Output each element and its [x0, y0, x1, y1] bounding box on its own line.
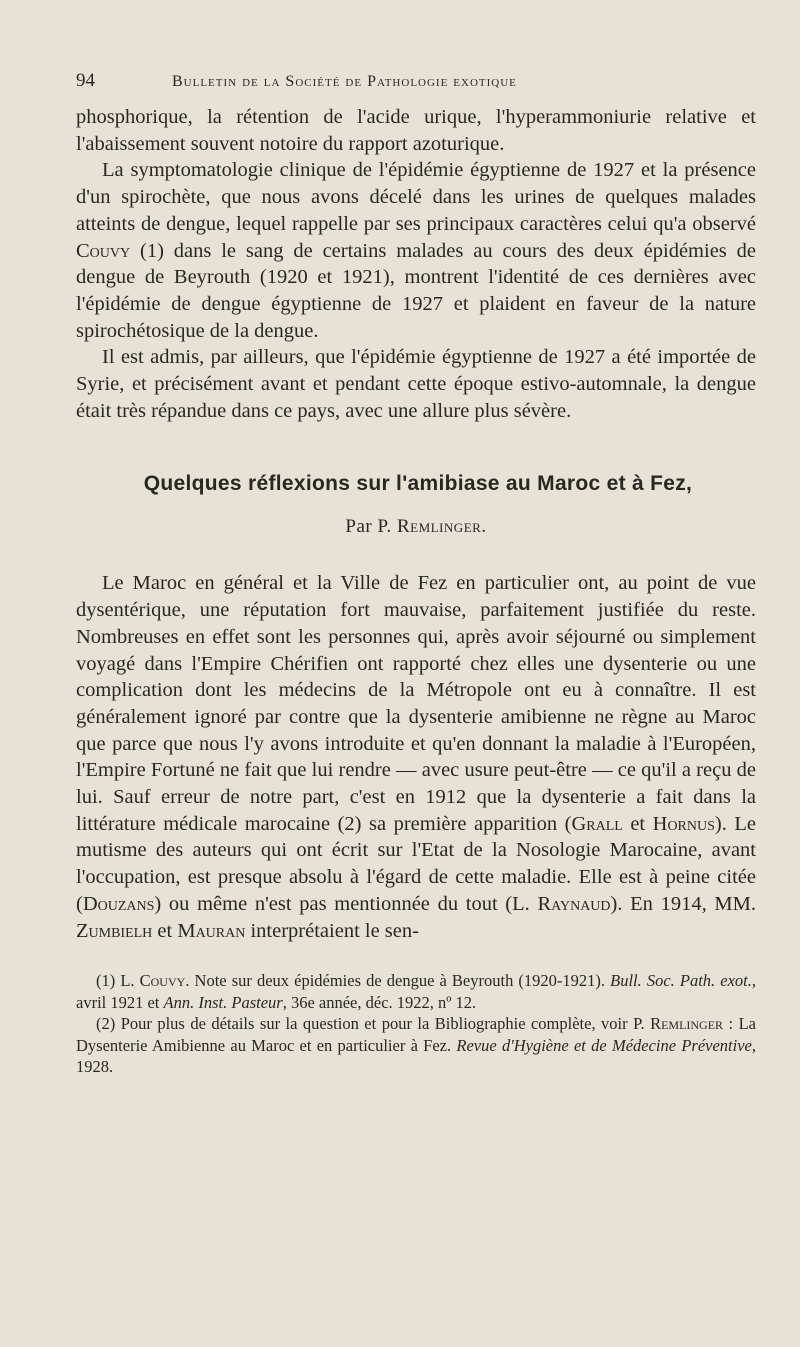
paragraph-maroc: Le Maroc en général et la Ville de Fez en particulier ont, au point de vue dysentérique, une réputation fort mauvaise, parfaitement justifiée du reste. Nombreuses en effet sont les personnes qui, après avoir séjourné ou simplement voyagé dans l'Empire Chérifien ont rapporté chez elles une dysenterie ou une complication dont les médecins de la Métropole ont eu à connaître. Il est généralement ignoré par contre que la dysenterie amibienne ne règne au Maroc que parce que nous l'y avons introduite et qu'en donnant la maladie à l'Européen, l'Empire Fortuné ne fait que lui rendre — avec usure peut-être — ce qu'il a reçu de lui. Sauf erreur de notre part, c'est en 1912 que la dysenterie a fait dans la littérature médicale marocaine (2) sa première apparition (Grall et Hornus). Le mutisme des auteurs qui ont écrit sur l'Etat de la Nosologie Marocaine, avant l'occupation, est presque absolu à l'égard de cette maladie. Elle est à peine citée (Douzans) ou même n'est pas mentionnée du tout (L. Raynaud). En 1914, MM. Zumbielh et Mauran interprétaient le sen- [76, 572, 756, 942]
author-name: Raynaud [537, 892, 611, 915]
paragraph-importation: Il est admis, par ailleurs, que l'épidémie égyptienne de 1927 a été importée de Syrie, et précisément avant et pendant cette époque estivo-automnale, la dengue était très répandue dans ce pays, avec une allure plus sévère. [76, 346, 756, 422]
author-name: Grall [571, 812, 623, 835]
page-number: 94 [76, 70, 95, 91]
paragraph-continuation: phosphorique, la rétention de l'acide urique, l'hyperammoniurie relative et l'abaissement souvent notoire du rapport azoturique. [76, 106, 756, 155]
previous-article-text [76, 104, 756, 424]
author-name: Zumbielh [76, 919, 153, 942]
article-title: Quelques réflexions sur l'amibiase au Maroc et à Fez, [143, 472, 693, 496]
paragraph-symptomatology: La symptomatologie clinique de l'épidémie égyptienne de 1927 et la présence d'un spirochète, que nous avons décelé dans les urines de quelques malades atteints de dengue, lequel rappelle par ses principaux caractères celui qu'a observé Couvy (1) dans le sang de certains malades au cours des deux épidémies de dengue de Beyrouth (1920 et 1921), montrent l'identité de ces dernières avec l'épidémie de dengue égyptienne de 1927 et plaident en faveur de la nature spirochétosique de la dengue. [76, 159, 756, 342]
footnote-2: (2) Pour plus de détails sur la question et pour la Bibliographie complète, voir P. Remlinger : La Dysenterie Amibienne au Maroc et en particulier à Fez. Revue d'Hygiène et de Médecine Préventive, 1928. [76, 1014, 756, 1077]
author-name: Mauran [177, 919, 246, 942]
running-title: Bulletin de la Société de Pathologie exotique [172, 73, 517, 90]
footnotes [76, 970, 756, 1078]
section-spacer [76, 424, 756, 472]
author-name: Hornus [652, 812, 715, 835]
article-byline: Par P. Remlinger. [345, 516, 487, 538]
author-name: Couvy [76, 239, 131, 262]
byline-author: Remlinger [396, 516, 482, 538]
footnote-1: (1) L. Couvy. Note sur deux épidémies de dengue à Beyrouth (1920-1921). Bull. Soc. Path. exot., avril 1921 et Ann. Inst. Pasteur, 36e année, déc. 1922, nº 12. [76, 971, 756, 1012]
section-spacer [76, 538, 756, 570]
author-name: Douzans [82, 892, 155, 915]
article-body [76, 570, 756, 944]
running-header [76, 70, 756, 104]
